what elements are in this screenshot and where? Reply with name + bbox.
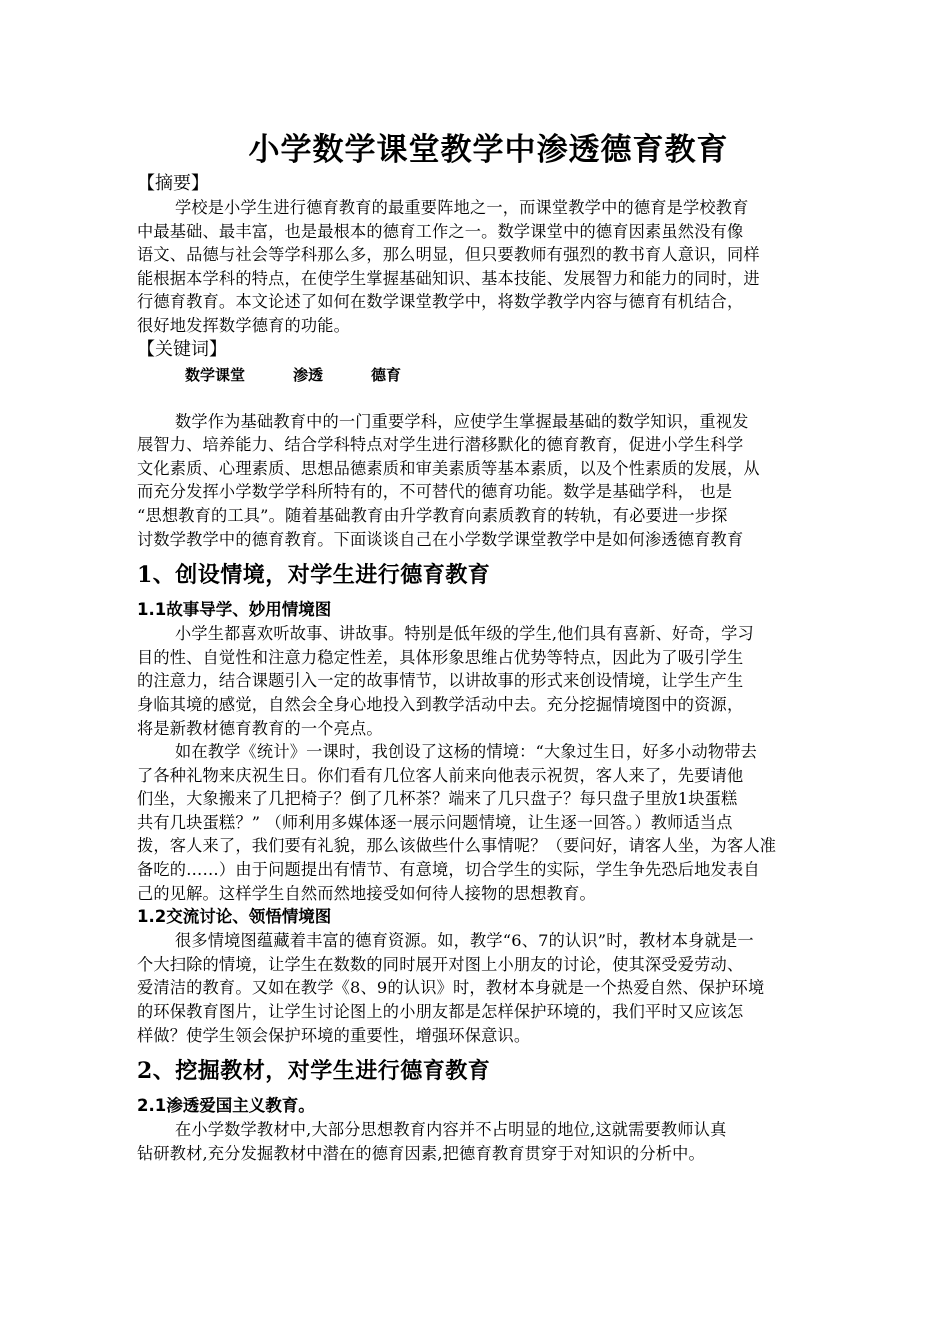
text-line: 爱清洁的教育。又如在教学《8、9的认识》时，教材本身就是一个热爱自然、保护环境 [137,978,765,998]
text-line: 目的性、自觉性和注意力稳定性差，具体形象思维占优势等特点，因此为了吸引学生 [137,647,744,667]
abstract-heading: 【摘要】 [137,173,209,194]
intro-line: 而充分发挥小学数学学科所特有的，不可替代的德育功能。数学是基础学科， 也是 [137,482,733,502]
keyword: 德育 [371,365,402,384]
intro-paragraph [137,410,840,552]
text-line: 样做？使学生领会保护环境的重要性，增强环保意识。 [137,1025,531,1045]
subsection-1-2-heading: 1.2交流讨论、领悟情境图 [137,907,332,927]
text-line: 共有几块蛋糕？” （师利用多媒体逐一展示问题情境，让生逐一回答。）教师适当点 [137,812,733,832]
abstract-line: 行德育教育。本文论述了如何在数学课堂教学中，将数学教学内容与德育有机结合， [137,292,744,312]
abstract-line: 很好地发挥数学德育的功能。 [137,315,351,335]
subsection-2-1-heading: 2.1渗透爱国主义教育。 [137,1096,315,1116]
subsection-1-1-paragraph-1 [137,622,840,740]
keyword: 渗透 [293,365,324,384]
abstract-line: 学校是小学生进行德育教育的最重要阵地之一，而课堂教学中的德育是学校教育 [175,198,749,217]
keywords-heading: 【关键词】 [137,338,227,360]
text-line: 们坐，大象搬来了几把椅子？倒了几杯茶？端来了几只盘子？每只盘子里放1块蛋糕 [137,789,738,809]
section-1-heading: 1、创设情境，对学生进行德育教育 [137,562,491,589]
abstract-line: 中最基础、最丰富，也是最根本的德育工作之一。数学课堂中的德育因素虽然没有像 [137,221,744,241]
text-line: 身临其境的感觉，自然会全身心地投入到教学活动中去。充分挖掘情境图中的资源， [137,694,744,714]
abstract-line: 能根据本学科的特点，在使学生掌握基础知识、基本技能、发展智力和能力的同时，进 [137,268,760,288]
intro-line: 讨数学教学中的德育教育。下面谈谈自己在小学数学课堂教学中是如何渗透德育教育 [137,529,744,549]
subsection-1-1-paragraph-2 [137,740,840,905]
document-page [137,128,840,1165]
subsection-1-2-paragraph-1 [137,929,840,1047]
page-title: 小学数学课堂教学中渗透德育教育 [248,132,729,168]
abstract-line: 语文、品德与社会等学科那么多，那么明显，但只要教师有强烈的教书育人意识，同样 [137,245,760,265]
text-line: 拨，客人来了，我们要有礼貌，那么该做些什么事情呢？（要问好，请客人坐，为客人准 [137,836,777,856]
intro-line: 文化素质、心理素质、思想品德素质和审美素质等基本素质，以及个性素质的发展，从 [137,458,760,478]
text-line: 钻研教材,充分发掘教材中潜在的德育因素,把德育教育贯穿于对知识的分析中。 [137,1143,705,1163]
text-line: 如在教学《统计》一课时，我创设了这杨的情境：“大象过生日，好多小动物带去 [175,742,758,762]
intro-line: “思想教育的工具”。随着基础教育由升学教育向素质教育的转轨，有必要进一步探 [137,505,728,525]
abstract-paragraph [137,196,840,338]
text-line: 在小学数学教材中,大部分思想教育内容并不占明显的地位,这就需要教师认真 [175,1120,727,1140]
text-line: 备吃的……）由于问题提出有情节、有意境，切合学生的实际，学生争先恐后地发表自 [137,860,760,880]
subsection-2-1-paragraph-1 [137,1118,840,1165]
keyword: 数学课堂 [185,365,246,384]
keywords-list [185,362,840,388]
text-line: 很多情境图蕴藏着丰富的德育资源。如，教学“6、7的认识”时，教材本身就是一 [175,931,754,951]
section-2-heading: 2、挖掘教材，对学生进行德育教育 [137,1058,491,1085]
text-line: 的注意力，结合课题引入一定的故事情节，以讲故事的形式来创设情境，让学生产生 [137,671,744,691]
text-line: 的环保教育图片，让学生讨论图上的小朋友都是怎样保护环境的，我们平时又应该怎 [137,1002,744,1022]
intro-line: 数学作为基础教育中的一门重要学科，应使学生掌握最基础的数学知识，重视发 [175,411,749,431]
subsection-1-1-heading: 1.1故事导学、妙用情境图 [137,600,332,620]
intro-line: 展智力、培养能力、结合学科特点对学生进行潜移默化的德育教育，促进小学生科学 [137,435,744,455]
text-line: 了各种礼物来庆祝生日。你们看有几位客人前来向他表示祝贺，客人来了，先要请他 [137,765,744,785]
text-line: 己的见解。这样学生自然而然地接受如何待人接物的思想教育。 [137,883,596,903]
text-line: 小学生都喜欢听故事、讲故事。特别是低年级的学生,他们具有喜新、好奇，学习 [175,624,754,644]
text-line: 将是新教材德育教育的一个亮点。 [137,718,383,738]
text-line: 个大扫除的情境，让学生在数数的同时展开对图上小朋友的讨论，使其深受爱劳动、 [137,954,744,974]
